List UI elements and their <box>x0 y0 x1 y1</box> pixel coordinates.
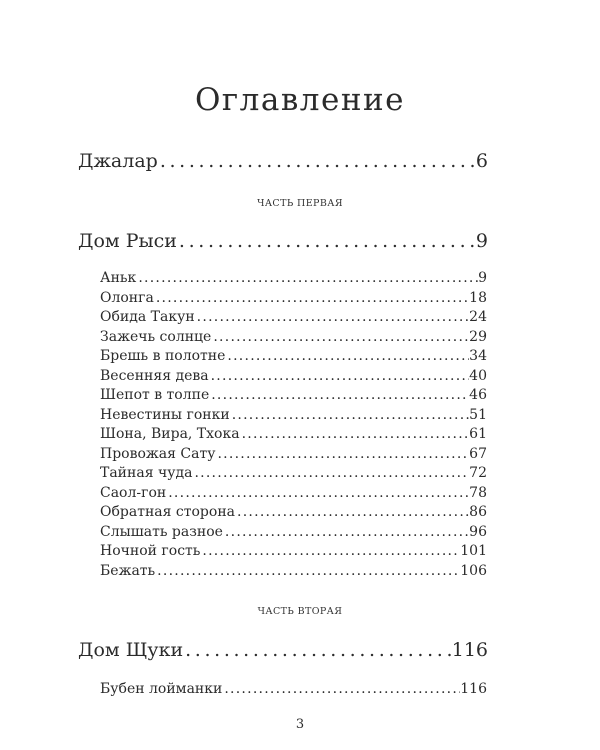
toc-entry-prologue[interactable] <box>78 150 488 172</box>
toc-chapter-entry[interactable] <box>100 465 487 481</box>
toc-entry-page: 29 <box>469 328 487 345</box>
toc-entry-label: Зажечь солнце <box>100 328 212 345</box>
toc-entry-label: Ночной гость <box>100 543 201 559</box>
toc-entry-page: 72 <box>469 465 487 481</box>
dot-leader <box>225 348 469 364</box>
dot-leader <box>155 563 460 579</box>
toc-chapter-entry[interactable] <box>100 270 487 286</box>
dot-leader <box>200 543 460 559</box>
dot-leader <box>154 290 469 306</box>
toc-chapter-entry[interactable] <box>100 504 487 520</box>
toc-entry-label: Саол-гон <box>100 484 167 501</box>
toc-entry-page: 61 <box>469 426 487 442</box>
toc-chapter-entry[interactable] <box>100 348 487 364</box>
toc-chapter-entry[interactable] <box>100 485 487 501</box>
dot-leader <box>183 639 452 661</box>
toc-entry-label: Дом Рыси <box>78 230 177 252</box>
dot-leader <box>209 387 469 403</box>
toc-entry-page: 106 <box>460 562 487 579</box>
toc-entry-label: Тайная чуда <box>100 465 193 481</box>
part-heading: ЧАСТЬ ПЕРВАЯ <box>257 198 343 209</box>
toc-chapter-entry[interactable] <box>100 290 487 306</box>
toc-entry-label: Аньк <box>100 270 137 286</box>
dot-leader <box>211 329 469 345</box>
toc-entry-page: 101 <box>460 543 487 559</box>
toc-entry-page: 46 <box>469 387 487 403</box>
toc-chapter-entry[interactable] <box>100 563 487 579</box>
toc-entry-page: 34 <box>469 348 487 364</box>
part-heading: ЧАСТЬ ВТОРАЯ <box>257 606 343 617</box>
toc-entry-label: Олонга <box>100 289 154 306</box>
toc-entry-part2[interactable] <box>78 639 488 661</box>
toc-entry-label: Провожая Сату <box>100 445 216 462</box>
dot-leader <box>177 230 476 252</box>
dot-leader <box>136 270 478 286</box>
toc-entry-label: Бубен лойманки <box>100 681 223 697</box>
dot-leader <box>195 309 470 325</box>
toc-entry-page: 6 <box>475 150 488 172</box>
toc-entry-label: Дом Щуки <box>78 639 184 661</box>
dot-leader <box>240 426 470 442</box>
toc-entry-label: Джалар <box>78 150 158 172</box>
toc-chapter-entry[interactable] <box>100 426 487 442</box>
toc-entry-page: 51 <box>469 406 487 423</box>
dot-leader <box>209 368 470 384</box>
toc-entry-label: Слышать разное <box>100 523 223 540</box>
dot-leader <box>235 504 469 520</box>
toc-chapter-entry[interactable] <box>100 407 487 423</box>
toc-chapter-entry[interactable] <box>100 387 487 403</box>
toc-entry-page: 67 <box>469 445 487 462</box>
toc-entry-label: Весенняя дева <box>100 367 209 384</box>
dot-leader <box>166 485 469 501</box>
toc-entry-page: 78 <box>469 484 487 501</box>
toc-entry-label: Шепот в толпе <box>100 387 210 403</box>
dot-leader <box>223 524 469 540</box>
dot-leader <box>230 407 469 423</box>
toc-entry-page: 18 <box>469 289 487 306</box>
toc-chapter-entry[interactable] <box>100 524 487 540</box>
page-number: 3 <box>295 717 305 732</box>
toc-entry-label: Брешь в полотне <box>100 348 226 364</box>
toc-entry-label: Шона, Вира, Тхока <box>100 426 240 442</box>
dot-leader <box>158 150 476 172</box>
toc-chapter-entry[interactable] <box>100 681 487 697</box>
toc-entry-page: 9 <box>478 270 487 286</box>
toc-entry-label: Бежать <box>100 562 156 579</box>
page-title: Оглавление <box>195 82 405 118</box>
toc-chapter-entry[interactable] <box>100 543 487 559</box>
toc-entry-page: 116 <box>460 681 487 697</box>
toc-entry-part1[interactable] <box>78 230 488 252</box>
toc-entry-page: 86 <box>469 504 487 520</box>
toc-entry-label: Обратная сторона <box>100 504 236 520</box>
toc-chapter-entry[interactable] <box>100 368 487 384</box>
toc-entry-label: Обида Такун <box>100 309 195 325</box>
toc-chapter-entry[interactable] <box>100 329 487 345</box>
toc-entry-page: 24 <box>469 309 487 325</box>
toc-entry-label: Невестины гонки <box>100 406 230 423</box>
dot-leader <box>192 465 469 481</box>
toc-chapter-entry[interactable] <box>100 309 487 325</box>
toc-entry-page: 9 <box>475 230 488 252</box>
toc-entry-page: 40 <box>469 367 487 384</box>
dot-leader <box>215 446 469 462</box>
toc-entry-page: 116 <box>451 639 488 661</box>
toc-chapter-entry[interactable] <box>100 446 487 462</box>
dot-leader <box>222 681 460 697</box>
toc-entry-page: 96 <box>469 523 487 540</box>
